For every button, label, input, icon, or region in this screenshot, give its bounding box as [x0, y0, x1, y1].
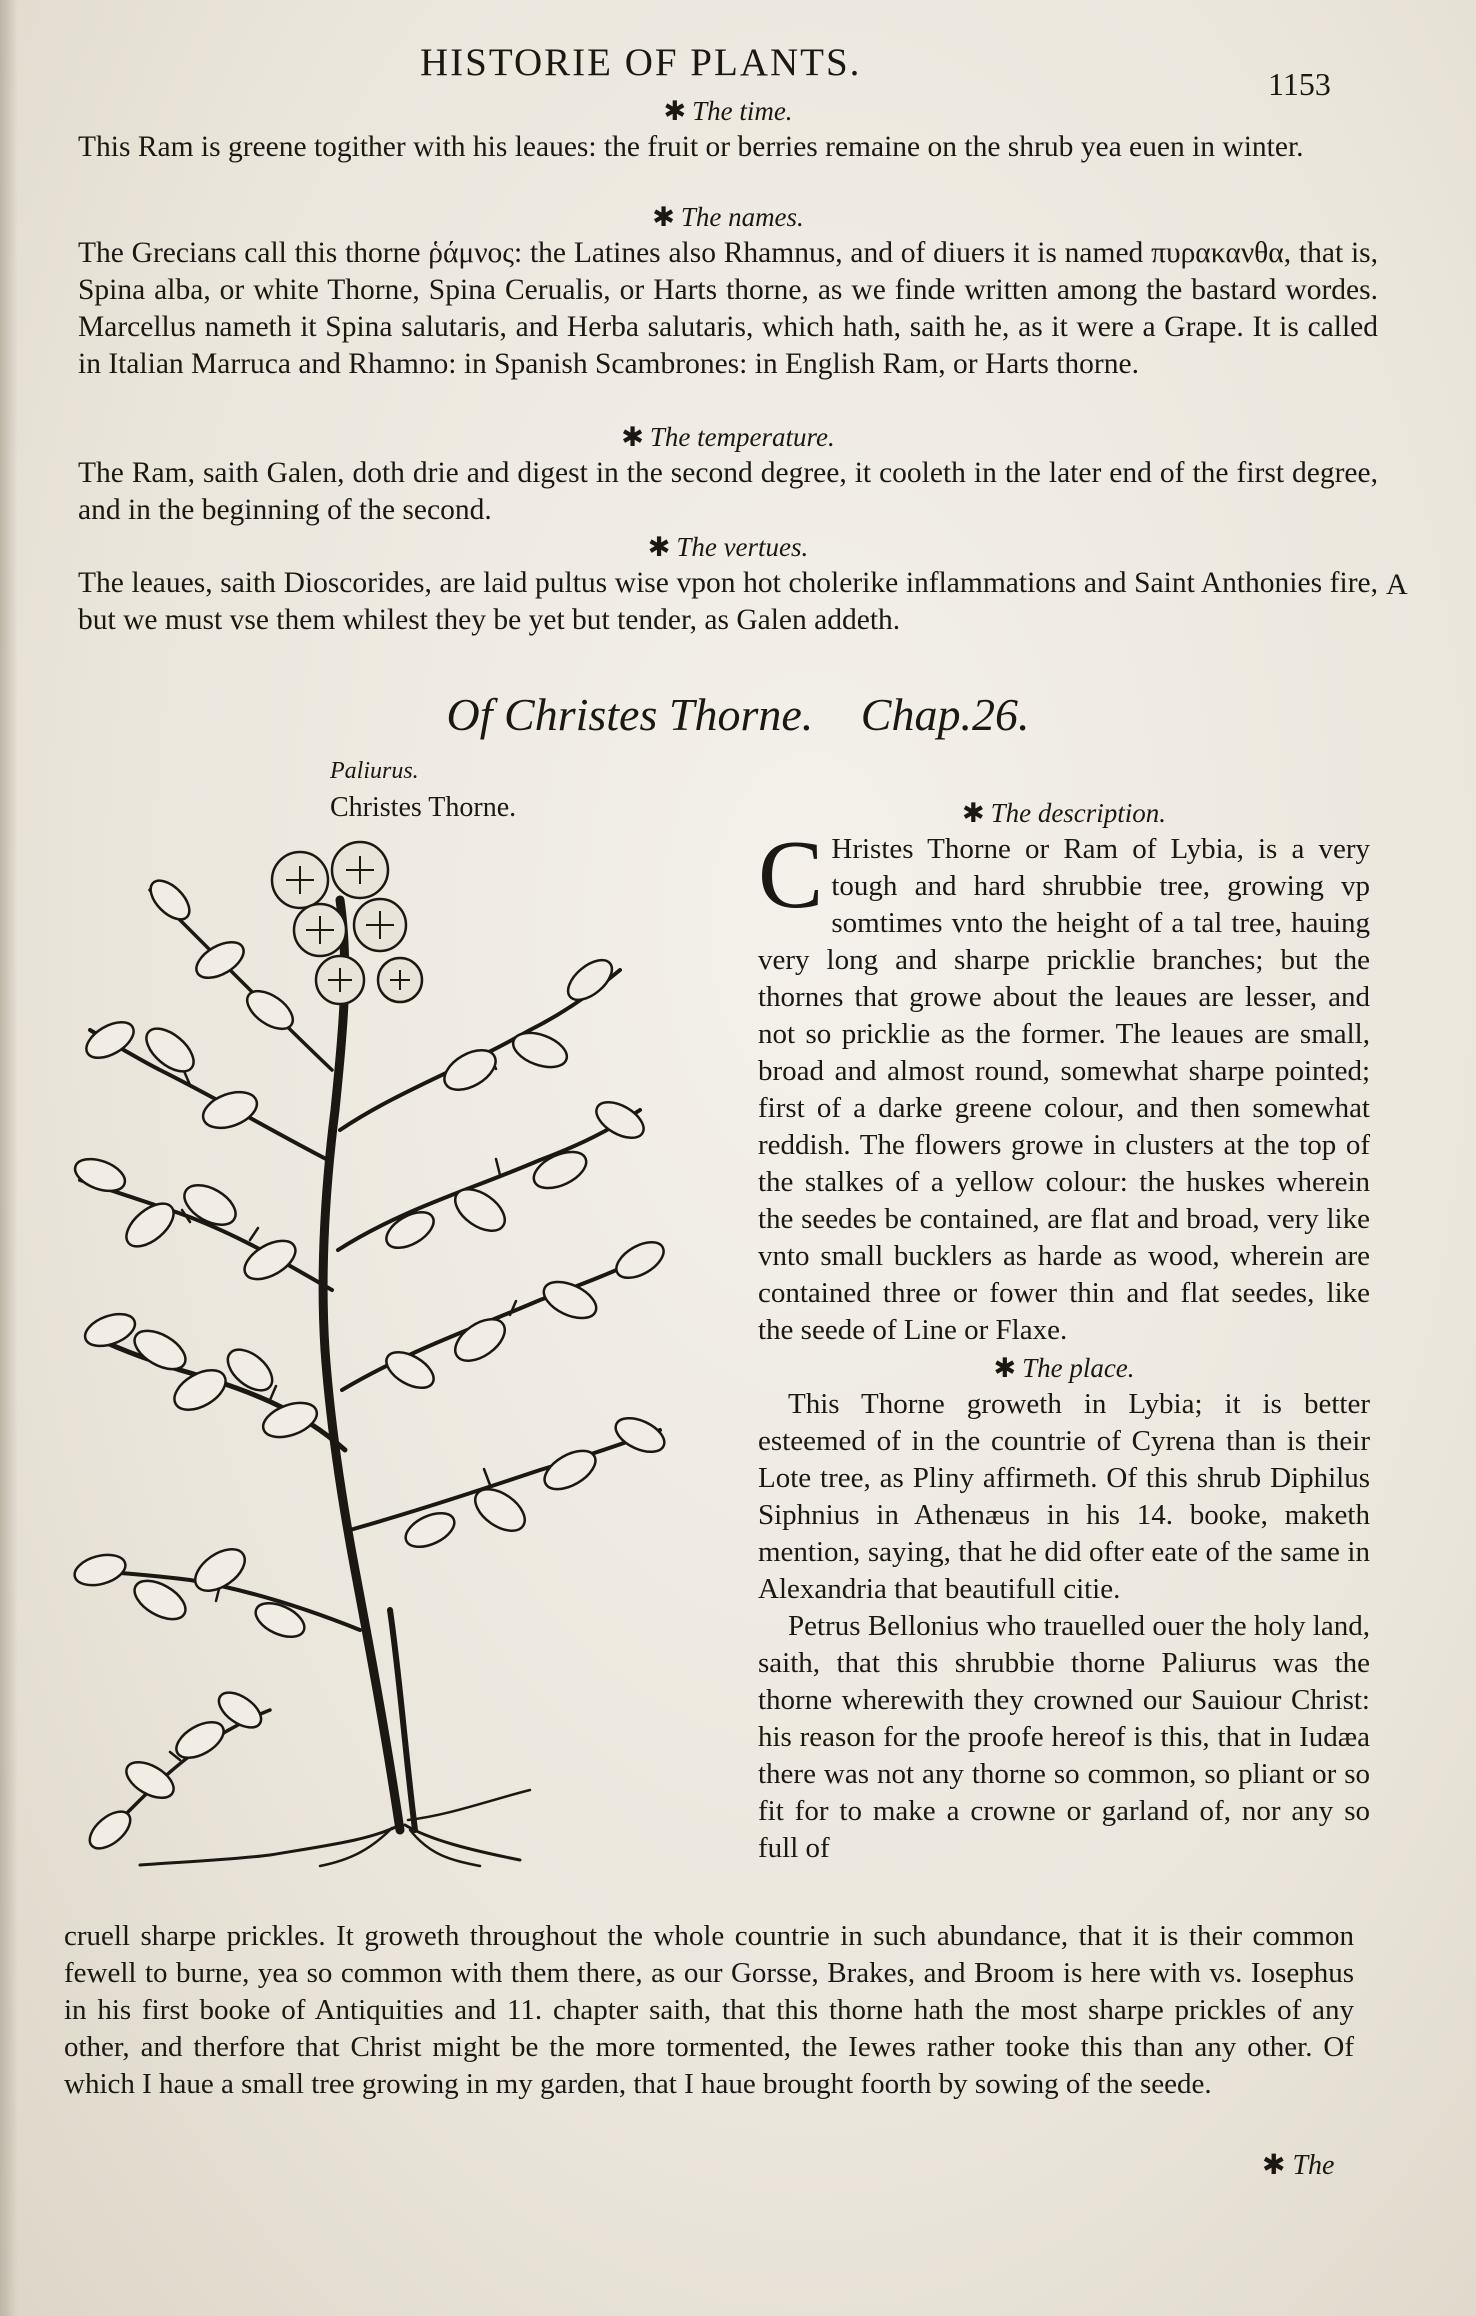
margin-letter: A — [1386, 568, 1408, 601]
section-heading: ✱ The place. — [993, 1353, 1135, 1383]
section-heading: ✱ The vertues. — [647, 532, 809, 562]
description-paragraph: C Hristes Thorne or Ram of Lybia, is a very tough and hard shrubbie tree, growing vp somtimes vnto the height of a tal tree, hauing very long and sharpe pricklie branches; but the thornes that growe about the leaues are lesser, and not so pricklie as the former. The leaues are small, broad and almost round, somewhat sharpe pointed; first of a darke greene colour, and then somewhat reddish. The flowers growe in clusters at the top of the stalkes of a yellow colour: the huskes wherein the seedes be contained, are flat and broad, very like vnto small bucklers as harde as wood, wherein are contained three or fower thin and flat seedes, like the seede of Line or Flaxe. — [758, 821, 1370, 1346]
asterism-icon: ✱ — [663, 96, 687, 126]
asterism-icon: ✱ — [647, 532, 671, 562]
chapter-number: Chap.26. — [860, 689, 1030, 740]
section-names — [78, 200, 1378, 383]
catchword: ✱ The — [1262, 2150, 1335, 2181]
asterism-icon: ✱ — [961, 798, 985, 828]
asterism-icon: ✱ — [652, 202, 675, 232]
section-vertues — [78, 530, 1378, 639]
chapter-title — [0, 688, 1476, 741]
figure-latin-name: Paliurus. — [330, 758, 419, 784]
paragraph: The leaues, saith Dioscorides, are laid pultus wise vpon hot cholerike inflammations and Saint Anthonies fire, but we must vse them whilest they be yet but tender, as Galen addeth. — [78, 567, 1378, 636]
asterism-icon: ✱ — [993, 1353, 1017, 1383]
drop-cap: C — [758, 821, 824, 929]
figure-english-name: Christes Thorne. — [330, 792, 517, 823]
section-temperature — [78, 420, 1378, 529]
section-heading: ✱ The temperature. — [621, 422, 835, 452]
asterism-icon: ✱ — [621, 422, 644, 452]
section-heading: ✱ The names. — [652, 202, 804, 232]
section-heading: ✱ The description. — [961, 798, 1167, 828]
paragraph: The Grecians call this thorne ῥάμνος: the Latines also Rhamnus, and of diuers it is named πυρακανθα, that is, Spina alba, or white Thorne, Spina Cerualis, or Harts thorne, as we finde written among the bastard wordes. Marcellus nameth it Spina salutaris, and Herba salutaris, which hath, saith he, as it were a Grape. It is called in Italian Marruca and Rhamno: in Spanish Scambrones: in English Ram, or Harts thorne. — [78, 237, 1378, 380]
gutter-shadow — [0, 0, 18, 2316]
place-paragraph-continuation — [64, 1918, 1354, 2103]
section-heading: ✱ The time. — [663, 96, 793, 126]
paragraph: The Ram, saith Galen, doth drie and digest in the second degree, it cooleth in the later end of the first degree, and in the beginning of the second. — [78, 457, 1378, 526]
place-paragraph-1: This Thorne groweth in Lybia; it is better esteemed of in the countrie of Cyrena than is their Lote tree, as Pliny affirmeth. Of this shrub Diphilus Siphnius in Athenæus in his 14. booke, maketh mention, saying, that he did ofter eate of the same in Alexandria that beautifull citie. — [758, 1388, 1370, 1605]
asterism-icon: ✱ — [1262, 2150, 1293, 2181]
page-number: 1153 — [1268, 66, 1331, 102]
christes-thorne-woodcut — [70, 830, 720, 1870]
running-title: HISTORIE OF PLANTS. — [420, 41, 862, 84]
chapter-name: Of Christes Thorne. — [446, 689, 814, 740]
paragraph: cruell sharpe prickles. It groweth throughout the whole countrie in such abundance, that it is their common fewell to burne, yea so common with them there, as our Gorsse, Brakes, and Broom is here with vs. Iosephus in his first booke of Antiquities and 11. chapter saith, that this thorne hath the most sharpe prickles of any other, and therfore that Christ might be the more tormented, the Iewes rather tooke this than any other. Of which I haue a small tree growing in my garden, that I haue brought foorth by sowing of the seede. — [64, 1920, 1354, 2100]
section-time — [78, 94, 1378, 166]
paragraph: This Ram is greene togither with his leaues: the fruit or berries remaine on the shrub yea euen in winter. — [78, 131, 1304, 163]
page-header — [0, 40, 1476, 102]
place-paragraph-2: Petrus Bellonius who trauelled ouer the holy land, saith, that this shrubbie thorne Paliurus was the thorne wherewith they crowned our Sauiour Christ: his reason for the proofe hereof is this, that in Iudæa there was not any thorne so common, so pliant or so fit for to make a crowne or garland of, nor any so full of — [758, 1610, 1370, 1864]
right-column — [758, 796, 1370, 1867]
